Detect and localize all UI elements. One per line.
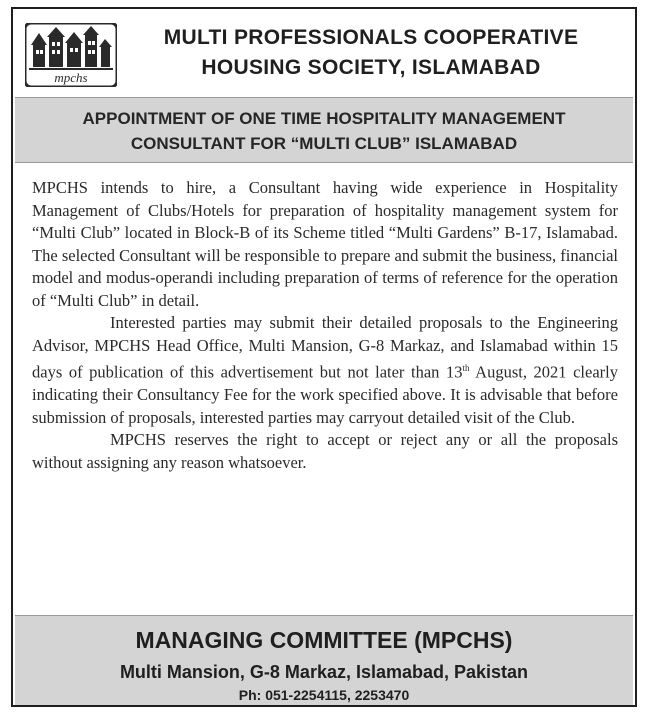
paragraph-2 [32, 312, 618, 429]
date-superscript: th [462, 363, 470, 373]
phone-numbers: Ph: 051-2254115, 2253470 [238, 687, 410, 703]
paragraph-1: MPCHS intends to hire, a Consultant having wide experience in Hospitality Management of Clubs/Hotels for preparation of hospitality management system for “Multi Club” located in Block-B of its Scheme titled “Multi Gardens” B-17, Islamabad. The selected Consultant will be responsible to prepare and submit the business, financial model and modus-operandi including preparation of terms of reference for the operation of “Multi Club” in detail. [32, 178, 618, 310]
title-line-1: APPOINTMENT OF ONE TIME HOSPITALITY MANAGEMENT [82, 109, 566, 128]
mpchs-logo-icon [25, 23, 117, 87]
header [13, 9, 635, 95]
title-line-2: CONSULTANT FOR “MULTI CLUB” ISLAMABAD [130, 134, 518, 153]
address: Multi Mansion, G-8 Markaz, Islamabad, Pakistan [119, 662, 529, 682]
advertisement-frame [11, 7, 637, 707]
managing-committee: MANAGING COMMITTEE (MPCHS) [135, 627, 513, 653]
footer [15, 615, 633, 705]
paragraph-3: MPCHS reserves the right to accept or reject any or all the proposals without assigning any reason whatsoever. [32, 430, 618, 472]
paragraph-2-part-2: August, 2021 clearly indicating their Consultancy Fee for the work specified above. It is advisable that before submission of proposals, interested parties may carryout detailed visit of the Club. [32, 362, 618, 427]
logo-text: mpchs [54, 70, 88, 85]
advertisement-title [15, 97, 633, 163]
organization-name [121, 23, 621, 83]
advertisement-body [32, 177, 618, 474]
paragraph-2-part-1: Interested parties may submit their detailed proposals to the Engineering Advisor, MPCHS Head Office, Multi Mansion, G-8 Markaz, and Islamabad within 15 days of publication of this advertisement but not later than 13 [32, 313, 618, 382]
org-line-2: HOUSING SOCIETY, ISLAMABAD [201, 56, 541, 79]
org-line-1: MULTI PROFESSIONALS COOPERATIVE [163, 26, 579, 49]
